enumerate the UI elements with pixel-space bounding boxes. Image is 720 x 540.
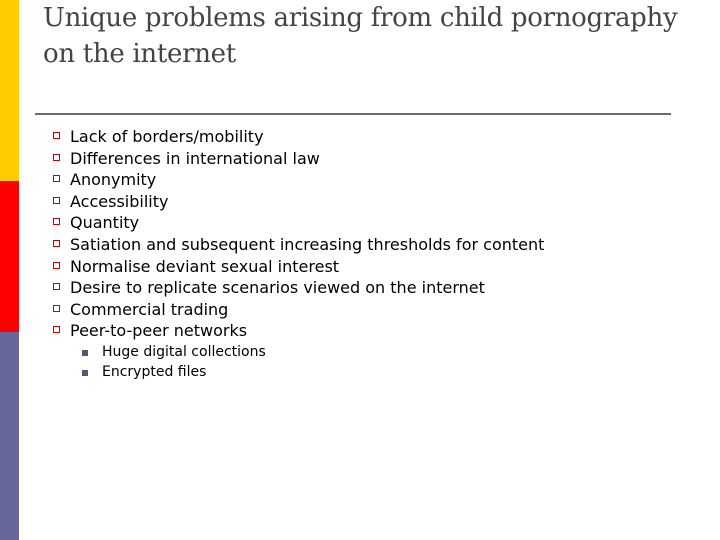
sub-bullet-text: Huge digital collections — [102, 344, 266, 360]
bullet-text: Differences in international law — [70, 148, 320, 168]
bullet-text: Anonymity — [70, 170, 157, 190]
hollow-square-bullet-icon — [53, 305, 60, 312]
bullet-text: Desire to replicate scenarios viewed on the internet — [70, 278, 485, 298]
accent-bar-yellow-segment — [0, 0, 19, 181]
bullet-text: Accessibility — [70, 191, 169, 211]
bullet-text: Satiation and subsequent increasing thresholds for content — [70, 234, 545, 254]
bullet-text: Lack of borders/mobility — [70, 127, 264, 146]
accent-bar-red-segment — [0, 181, 19, 332]
hollow-square-bullet-icon — [53, 283, 60, 290]
bullet-text: Normalise deviant sexual interest — [70, 256, 340, 276]
bullet-text: Quantity — [70, 213, 140, 233]
bullet-text: Commercial trading — [70, 299, 229, 319]
filled-square-bullet-icon — [82, 370, 88, 376]
title-divider — [35, 113, 671, 115]
slide-title: Unique problems arising from child pornography on the internet — [43, 3, 678, 69]
hollow-square-bullet-icon — [53, 240, 60, 247]
accent-bar-purple-segment — [0, 332, 19, 540]
bullet-text: Peer-to-peer networks — [70, 321, 248, 341]
hollow-square-bullet-icon — [53, 175, 60, 182]
filled-square-bullet-icon — [82, 350, 88, 356]
hollow-square-bullet-icon — [53, 326, 60, 333]
hollow-square-bullet-icon — [53, 132, 60, 139]
hollow-square-bullet-icon — [53, 262, 60, 269]
hollow-square-bullet-icon — [53, 218, 60, 225]
hollow-square-bullet-icon — [53, 154, 60, 161]
left-accent-bar — [0, 0, 19, 540]
sub-bullet-text: Encrypted files — [102, 363, 207, 380]
hollow-square-bullet-icon — [53, 197, 60, 204]
